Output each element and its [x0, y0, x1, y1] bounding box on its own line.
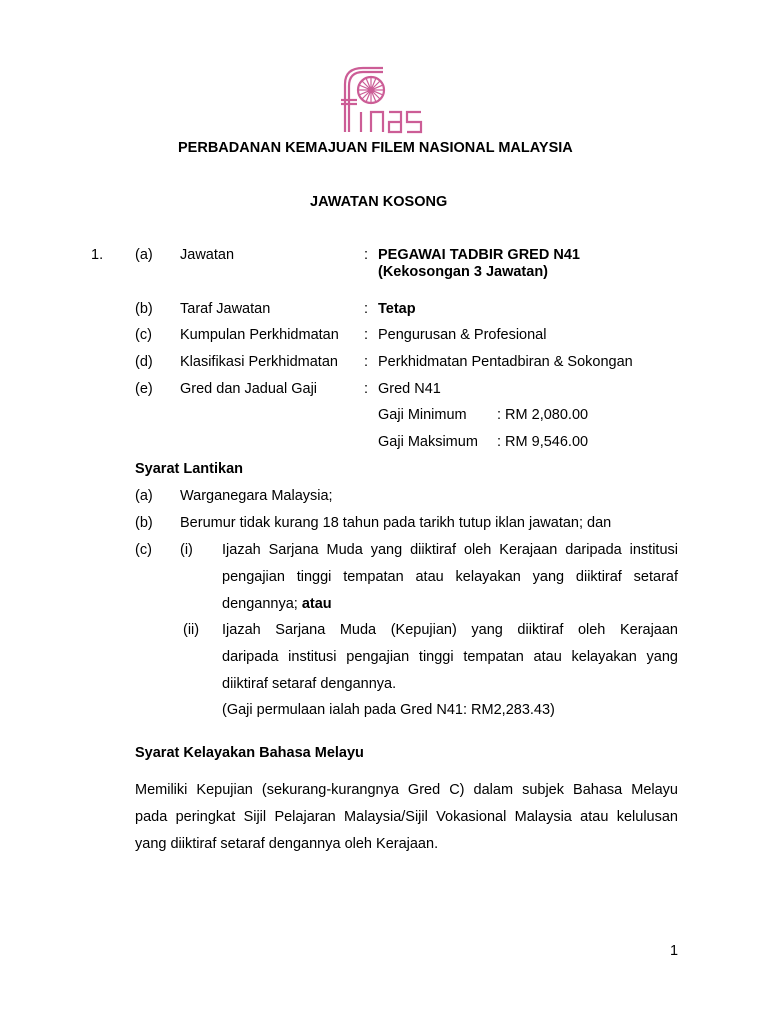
row-label: Gred dan Jadual Gaji: [180, 381, 318, 397]
sublist-text: diiktiraf setaraf dengannya.: [222, 676, 397, 692]
row-value-secondary: (Kekosongan 3 Jawatan): [378, 264, 549, 280]
row-separator: :: [364, 381, 369, 397]
row-letter: (c): [135, 327, 152, 343]
row-letter: (a): [135, 247, 153, 263]
row-value: Pengurusan & Profesional: [378, 327, 547, 343]
salary-min-label: Gaji Minimum: [378, 407, 467, 423]
row-value: PEGAWAI TADBIR GRED N41: [378, 247, 580, 263]
sublist-numeral: (ii): [183, 622, 200, 638]
salary-min-value: : RM 2,080.00: [497, 407, 589, 423]
finas-logo: [337, 64, 435, 134]
list-item-text: Berumur tidak kurang 18 tahun pada tarikh tutup iklan jawatan; dan: [180, 515, 612, 531]
salary-note: (Gaji permulaan ialah pada Gred N41: RM2,283.43): [222, 702, 555, 718]
sublist-text: Ijazah Sarjana Muda (Kepujian) yang diiktiraf oleh Kerajaan: [222, 622, 678, 638]
paragraph-line: Memiliki Kepujian (sekurang-kurangnya Gred C) dalam subjek Bahasa Melayu: [135, 782, 678, 798]
row-label: Kumpulan Perkhidmatan: [180, 327, 339, 343]
salary-max-label: Gaji Maksimum: [378, 434, 478, 450]
sublist-text: daripada institusi pengajian tinggi tempatan atau kelayakan yang: [222, 649, 678, 665]
sublist-text-part: dengannya;: [222, 596, 298, 612]
doc-title: JAWATAN KOSONG: [310, 194, 448, 210]
row-value: Tetap: [378, 301, 416, 317]
sublist-numeral: (i): [180, 542, 193, 558]
row-separator: :: [364, 327, 369, 343]
row-letter: (b): [135, 301, 153, 317]
page-number: 1: [670, 943, 679, 959]
row-value: Gred N41: [378, 381, 441, 397]
list-item-text: Warganegara Malaysia;: [180, 488, 333, 504]
sublist-text: Ijazah Sarjana Muda yang diiktiraf oleh Kerajaan daripada institusi: [222, 542, 678, 558]
row-label: Jawatan: [180, 247, 235, 263]
row-letter: (d): [135, 354, 153, 370]
salary-max-value: : RM 9,546.00: [497, 434, 589, 450]
row-separator: :: [364, 301, 369, 317]
section-heading: Syarat Lantikan: [135, 461, 243, 477]
paragraph-line: pada peringkat Sijil Pelajaran Malaysia/Sijil Vokasional Malaysia atau kelulusan: [135, 809, 678, 825]
row-label: Taraf Jawatan: [180, 301, 271, 317]
list-letter: (b): [135, 515, 153, 531]
row-label: Klasifikasi Perkhidmatan: [180, 354, 338, 370]
list-letter: (c): [135, 542, 152, 558]
row-value: Perkhidmatan Pentadbiran & Sokongan: [378, 354, 633, 370]
list-letter: (a): [135, 488, 153, 504]
section-heading: Syarat Kelayakan Bahasa Melayu: [135, 745, 364, 761]
paragraph-line: yang diiktiraf setaraf dengannya oleh Kerajaan.: [135, 836, 439, 852]
org-name: PERBADANAN KEMAJUAN FILEM NASIONAL MALAYSIA: [178, 140, 573, 156]
logo-text: finas: [337, 64, 340, 65]
row-separator: :: [364, 247, 369, 263]
sublist-text-bold: atau: [301, 596, 332, 612]
item-number: 1.: [91, 247, 104, 263]
sublist-text: [222, 596, 332, 612]
sublist-text: pengajian tinggi tempatan atau kelayakan yang diiktiraf setaraf: [222, 569, 678, 585]
row-letter: (e): [135, 381, 153, 397]
row-separator: :: [364, 354, 369, 370]
